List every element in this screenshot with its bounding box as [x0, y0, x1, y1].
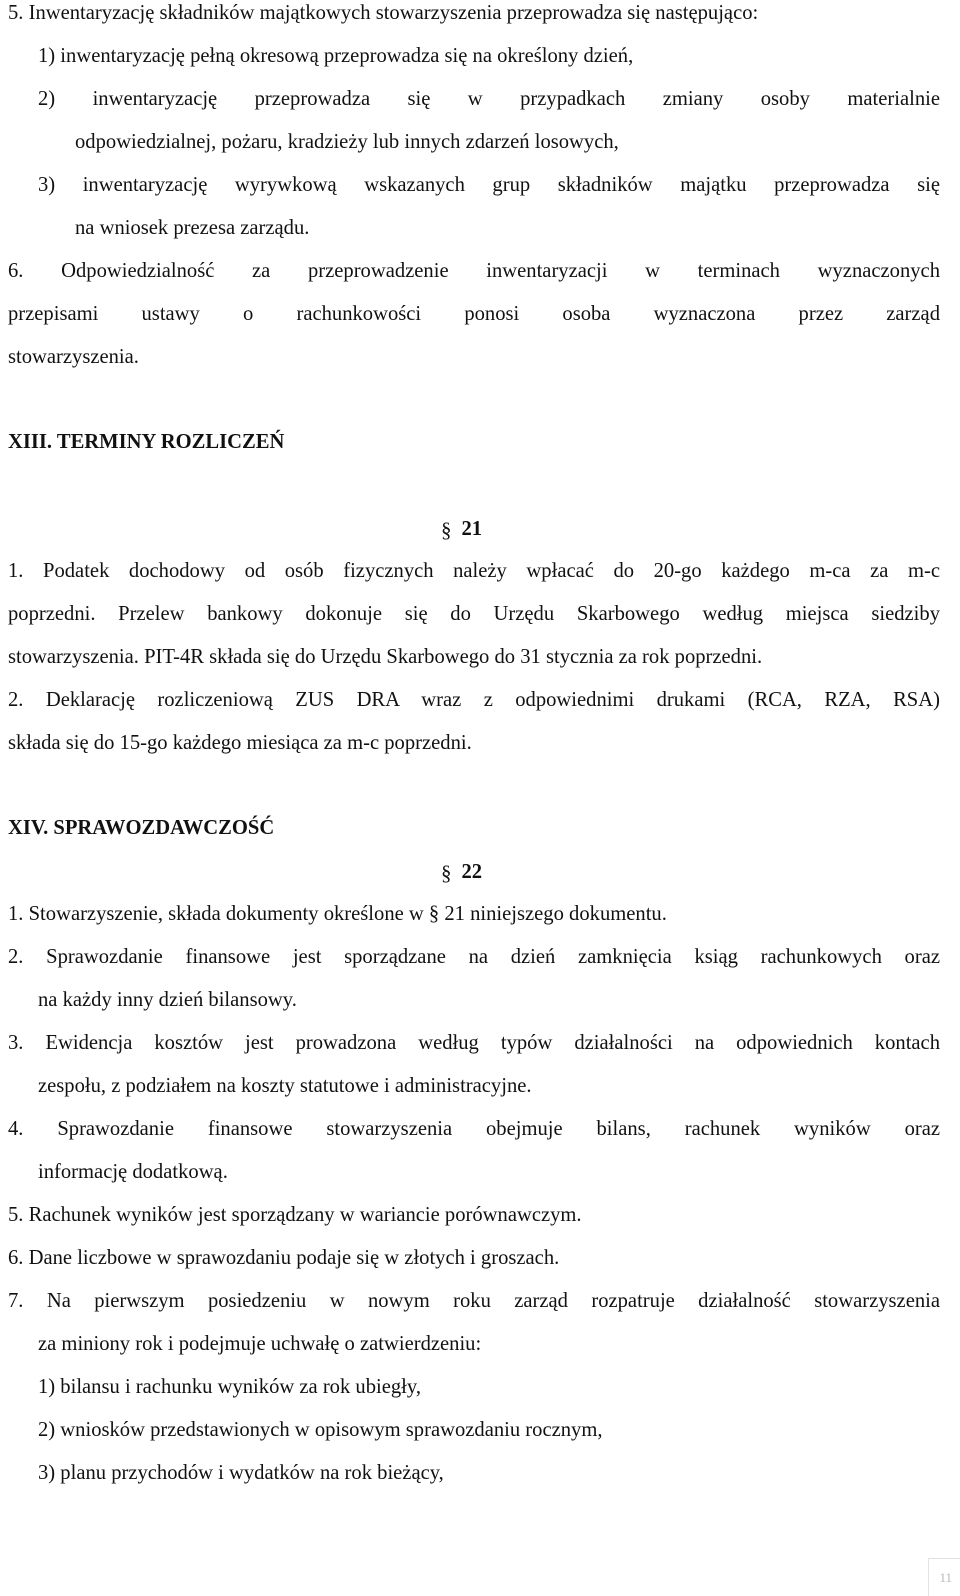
- paragraph-22-heading: [441, 861, 482, 883]
- section-5-item-3-cont: na wniosek prezesa zarządu.: [75, 217, 310, 239]
- chapter-14-line-2: 2. Sprawozdanie finansowe jest sporządzane na dzień zamknięcia ksiąg rachunkowych oraz: [8, 946, 940, 968]
- chapter-14-line-14: 3) planu przychodów i wydatków na rok bieżący,: [38, 1462, 444, 1484]
- section-5-item-1: 1) inwentaryzację pełną okresową przeprowadza się na określony dzień,: [38, 45, 634, 67]
- paragraph-22-number: 22: [461, 861, 483, 883]
- chapter-14-line-7: informację dodatkową.: [38, 1161, 228, 1183]
- chapter-13-line-3: stowarzyszenia. PIT-4R składa się do Urzędu Skarbowego do 31 stycznia za rok poprzedni.: [8, 646, 763, 668]
- chapter-14-line-10: 7. Na pierwszym posiedzeniu w nowym roku zarząd rozpatruje działalność stowarzyszenia: [8, 1290, 940, 1312]
- section-6-line-1: 6. Odpowiedzialność za przeprowadzenie inwentaryzacji w terminach wyznaczonych: [8, 260, 940, 282]
- section-5-item-2: 2) inwentaryzację przeprowadza się w przypadkach zmiany osoby materialnie: [38, 88, 940, 110]
- chapter-14-title: XIV. SPRAWOZDAWCZOŚĆ: [8, 817, 275, 839]
- chapter-13-line-2: poprzedni. Przelew bankowy dokonuje się do Urzędu Skarbowego według miejsca siedziby: [8, 603, 940, 625]
- paragraph-sign-icon: §: [441, 861, 452, 885]
- chapter-14-line-1: 1. Stowarzyszenie, składa dokumenty określone w § 21 niniejszego dokumentu.: [8, 903, 667, 925]
- chapter-14-line-11: za miniony rok i podejmuje uchwałę o zatwierdzeniu:: [38, 1333, 482, 1355]
- chapter-14-line-6: 4. Sprawozdanie finansowe stowarzyszenia obejmuje bilans, rachunek wyników oraz: [8, 1118, 940, 1140]
- chapter-14-line-8: 5. Rachunek wyników jest sporządzany w wariancie porównawczym.: [8, 1204, 582, 1226]
- section-5-item-2-cont: odpowiedzialnej, pożaru, kradzieży lub innych zdarzeń losowych,: [75, 131, 619, 153]
- chapter-14-line-4: 3. Ewidencja kosztów jest prowadzona według typów działalności na odpowiednich kontach: [8, 1032, 940, 1054]
- section-6-line-2: przepisami ustawy o rachunkowości ponosi osoba wyznaczona przez zarząd: [8, 303, 940, 325]
- section-6-line-3: stowarzyszenia.: [8, 346, 139, 368]
- chapter-14-line-12: 1) bilansu i rachunku wyników za rok ubiegły,: [38, 1376, 421, 1398]
- paragraph-sign-icon: §: [441, 518, 452, 542]
- section-5-item-3: 3) inwentaryzację wyrywkową wskazanych grup składników majątku przeprowadza się: [38, 174, 940, 196]
- chapter-14-line-13: 2) wniosków przedstawionych w opisowym sprawozdaniu rocznym,: [38, 1419, 603, 1441]
- chapter-13-line-4: 2. Deklarację rozliczeniową ZUS DRA wraz z odpowiednimi drukami (RCA, RZA, RSA): [8, 689, 940, 711]
- page-number: 11: [939, 1570, 952, 1585]
- paragraph-21-heading: [441, 518, 482, 540]
- chapter-13-line-1: 1. Podatek dochodowy od osób fizycznych należy wpłacać do 20-go każdego m-ca za m-c: [8, 560, 940, 582]
- paragraph-21-number: 21: [461, 518, 483, 540]
- chapter-14-line-9: 6. Dane liczbowe w sprawozdaniu podaje się w złotych i groszach.: [8, 1247, 560, 1269]
- chapter-14-line-5: zespołu, z podziałem na koszty statutowe i administracyjne.: [38, 1075, 532, 1097]
- section-5-intro: 5. Inwentaryzację składników majątkowych stowarzyszenia przeprowadza się następująco:: [8, 2, 759, 24]
- chapter-13-title: XIII. TERMINY ROZLICZEŃ: [8, 431, 285, 453]
- chapter-13-line-5: składa się do 15-go każdego miesiąca za m-c poprzedni.: [8, 732, 472, 754]
- chapter-14-line-3: na każdy inny dzień bilansowy.: [38, 989, 297, 1011]
